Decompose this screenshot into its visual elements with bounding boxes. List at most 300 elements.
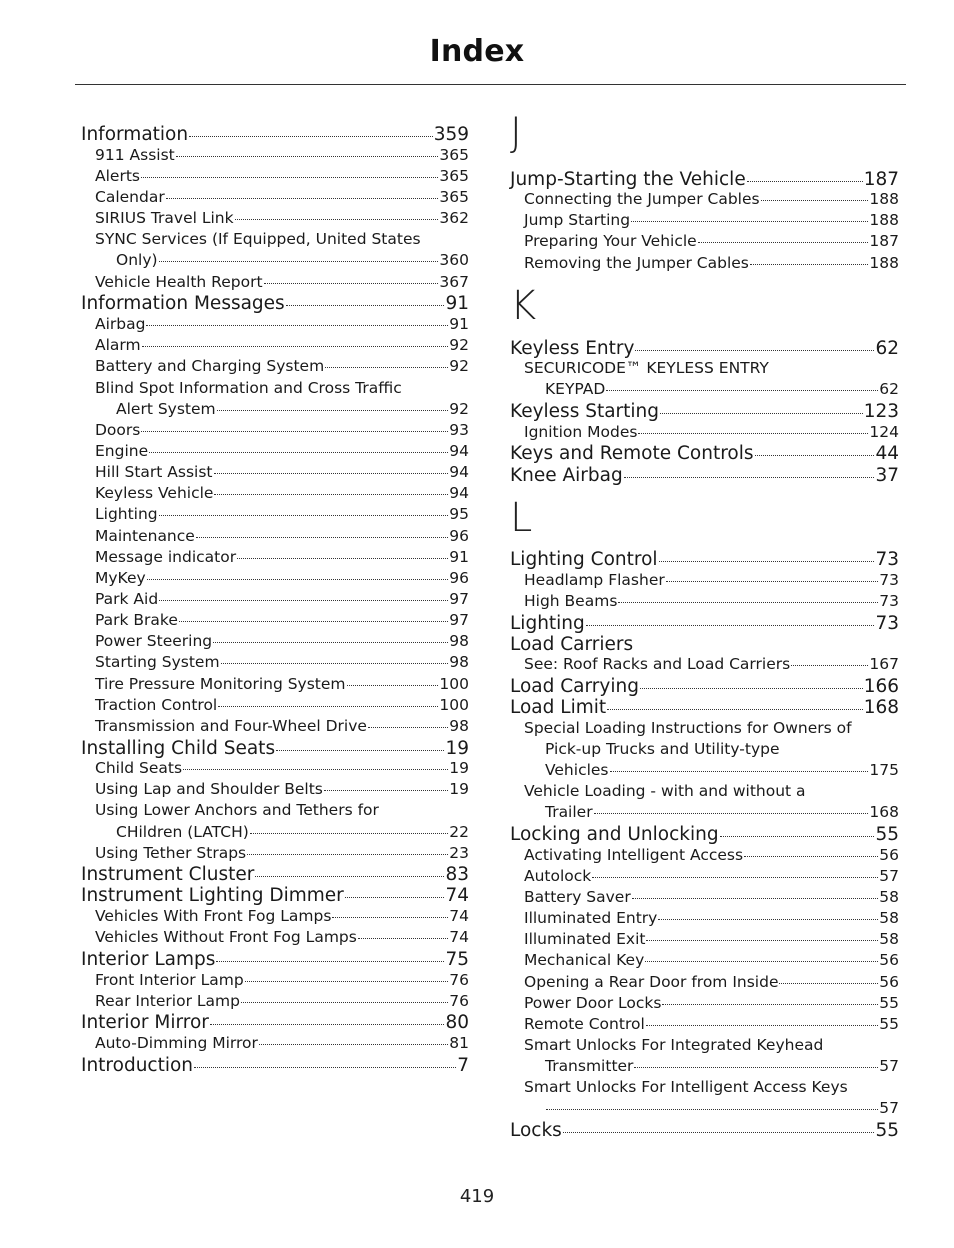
entry-page-number: 37 [875, 465, 899, 486]
entry-page-number: 62 [879, 380, 899, 398]
index-subentry [510, 359, 899, 377]
index-subentry [81, 188, 469, 206]
entry-page-number: 188 [869, 254, 899, 272]
dot-leader [141, 431, 448, 432]
entry-page-number: 55 [879, 1015, 899, 1033]
entry-page-number: 92 [449, 357, 469, 375]
index-subentry [81, 421, 469, 439]
entry-label: Engine [95, 442, 149, 460]
dot-leader [635, 350, 874, 351]
entry-page-number: 100 [439, 675, 469, 693]
index-entry-continuation [510, 740, 899, 758]
index-subentry [81, 907, 469, 925]
index-entry [81, 738, 469, 759]
index-subentry [510, 423, 899, 441]
index-subentry [81, 844, 469, 862]
dot-leader [179, 621, 448, 622]
index-subentry [510, 719, 899, 737]
dot-leader [631, 221, 868, 222]
entry-page-number: 76 [449, 992, 469, 1010]
dot-leader [747, 181, 863, 182]
dot-leader [217, 410, 449, 411]
dot-leader [624, 477, 875, 478]
entry-label: Hill Start Assist [95, 463, 213, 481]
index-subentry [510, 930, 899, 948]
index-subentry [81, 992, 469, 1010]
entry-page-number: 166 [863, 676, 899, 697]
entry-label: Power Door Locks [524, 994, 662, 1012]
entry-page-number: 73 [879, 571, 899, 589]
index-entry [81, 1012, 469, 1033]
index-subentry [81, 167, 469, 185]
entry-page-number: 360 [439, 251, 469, 269]
dot-leader [358, 938, 448, 939]
dot-leader [189, 136, 433, 137]
dot-leader [368, 727, 448, 728]
index-subentry [81, 146, 469, 164]
entry-page-number: 55 [875, 1120, 899, 1141]
entry-label: Opening a Rear Door from Inside [524, 973, 779, 991]
index-subentry [81, 675, 469, 693]
dot-leader [176, 156, 439, 157]
entry-label: 911 Assist [95, 146, 175, 164]
entry-label: Headlamp Flasher [524, 571, 665, 589]
entry-label: Traction Control [95, 696, 218, 714]
dot-leader [250, 833, 448, 834]
entry-label: Lighting Control [510, 549, 658, 570]
entry-page-number: 362 [439, 209, 469, 227]
entry-label: Vehicles With Front Fog Lamps [95, 907, 332, 925]
entry-label: Battery Saver [524, 888, 631, 906]
entry-label: See: Roof Racks and Load Carriers [524, 655, 791, 673]
entry-label: Power Steering [95, 632, 213, 650]
dot-leader [264, 283, 439, 284]
index-entry [81, 885, 469, 906]
dot-leader [660, 413, 863, 414]
dot-leader [755, 455, 875, 456]
entry-label: Interior Lamps [81, 949, 216, 970]
entry-page-number: 94 [449, 484, 469, 502]
entry-label: Front Interior Lamp [95, 971, 244, 989]
entry-label: Keys and Remote Controls [510, 443, 754, 464]
entry-page-number: 19 [445, 738, 469, 759]
entry-page-number: 58 [879, 909, 899, 927]
index-subentry [510, 655, 899, 673]
index-entry [510, 338, 899, 359]
dot-leader [618, 602, 878, 603]
entry-page-number: 98 [449, 653, 469, 671]
entry-label: Load Carriers [510, 634, 634, 655]
index-subentry [81, 230, 469, 248]
entry-label: Lighting [95, 505, 158, 523]
index-subentry [510, 571, 899, 589]
entry-label: Jump Starting [524, 211, 631, 229]
entry-page-number: 57 [879, 1099, 899, 1117]
entry-label: Interior Mirror [81, 1012, 209, 1033]
index-subentry [81, 336, 469, 354]
entry-label: Locks [510, 1120, 562, 1141]
entry-page-number: 91 [449, 315, 469, 333]
entry-label: Knee Airbag [510, 465, 623, 486]
dot-leader [324, 790, 448, 791]
dot-leader [761, 200, 869, 201]
entry-page-number: 188 [869, 211, 899, 229]
entry-page-number: 58 [879, 930, 899, 948]
entry-label: Message indicator [95, 548, 237, 566]
dot-leader [698, 242, 869, 243]
entry-label: Alarm [95, 336, 141, 354]
index-entry [510, 169, 899, 190]
entry-page-number: 23 [449, 844, 469, 862]
dot-leader [744, 856, 878, 857]
dot-leader [325, 367, 448, 368]
index-entry [81, 124, 469, 145]
entry-page-number: 75 [445, 949, 469, 970]
entry-page-number: 73 [875, 613, 899, 634]
entry-label: Park Aid [95, 590, 159, 608]
entry-page-number: 56 [879, 951, 899, 969]
dot-leader [194, 1067, 456, 1068]
entry-page-number: 22 [449, 823, 469, 841]
dot-leader [216, 961, 444, 962]
entry-label: Vehicles Without Front Fog Lamps [95, 928, 357, 946]
dot-leader [183, 769, 448, 770]
index-entry [81, 949, 469, 970]
index-subentry [510, 1036, 899, 1054]
index-letter-heading: K [510, 283, 537, 329]
dot-leader [286, 305, 445, 306]
entry-page-number: 187 [863, 169, 899, 190]
entry-label: Transmission and Four-Wheel Drive [95, 717, 367, 735]
index-subentry [81, 928, 469, 946]
dot-leader [592, 877, 878, 878]
index-subentry [81, 209, 469, 227]
entry-label: Vehicle Health Report [95, 273, 263, 291]
entry-label: Vehicle Loading - with and without a [524, 782, 806, 800]
index-subentry [510, 190, 899, 208]
index-subentry [510, 994, 899, 1012]
entry-label: Keyless Starting [510, 401, 660, 422]
dot-leader [214, 473, 449, 474]
entry-label: Airbag [95, 315, 146, 333]
dot-leader [632, 898, 879, 899]
index-entry-continuation [510, 1057, 899, 1075]
entry-label: Transmitter [545, 1057, 634, 1075]
entry-label: Auto-Dimming Mirror [95, 1034, 258, 1052]
entry-label: Connecting the Jumper Cables [524, 190, 760, 208]
dot-leader [610, 771, 869, 772]
index-subentry [510, 211, 899, 229]
index-subentry [81, 971, 469, 989]
entry-label: Starting System [95, 653, 220, 671]
entry-page-number: 44 [875, 443, 899, 464]
entry-label: Park Brake [95, 611, 178, 629]
entry-page-number: 58 [879, 888, 899, 906]
entry-label: Illuminated Exit [524, 930, 646, 948]
dot-leader [141, 177, 438, 178]
index-subentry [81, 590, 469, 608]
entry-page-number: 365 [439, 167, 469, 185]
dot-leader [594, 813, 869, 814]
dot-leader [166, 198, 439, 199]
page-title: Index [429, 34, 525, 69]
entry-label: Blind Spot Information and Cross Traffic [95, 379, 402, 397]
entry-label: Information Messages [81, 293, 285, 314]
entry-page-number: 74 [449, 907, 469, 925]
entry-page-number: 187 [869, 232, 899, 250]
dot-leader [218, 706, 438, 707]
entry-label: Doors [95, 421, 141, 439]
entry-page-number: 167 [869, 655, 899, 673]
entry-page-number: 91 [449, 548, 469, 566]
entry-page-number: 55 [879, 994, 899, 1012]
index-subentry [510, 1078, 899, 1096]
entry-page-number: 74 [449, 928, 469, 946]
index-subentry [81, 379, 469, 397]
index-entry [510, 401, 899, 422]
dot-leader [659, 561, 875, 562]
entry-page-number: 80 [445, 1012, 469, 1033]
entry-page-number: 93 [449, 421, 469, 439]
index-entry [81, 864, 469, 885]
entry-page-number: 96 [449, 569, 469, 587]
entry-page-number: 359 [433, 124, 469, 145]
dot-leader [662, 1004, 878, 1005]
index-subentry [81, 1034, 469, 1052]
index-subentry [81, 759, 469, 777]
title-divider [75, 84, 906, 85]
entry-page-number: 62 [875, 338, 899, 359]
dot-leader [646, 1025, 879, 1026]
dot-leader [241, 1002, 448, 1003]
entry-label: Information [81, 124, 189, 145]
entry-label: Remote Control [524, 1015, 645, 1033]
entry-page-number: 188 [869, 190, 899, 208]
index-subentry [81, 653, 469, 671]
dot-leader [142, 346, 449, 347]
entry-label: SYNC Services (If Equipped, United States [95, 230, 421, 248]
index-entry [510, 613, 899, 634]
dot-leader [196, 537, 448, 538]
entry-label: Pick-up Trucks and Utility-type [545, 740, 780, 758]
index-entry [510, 634, 899, 655]
entry-page-number: 123 [863, 401, 899, 422]
dot-leader [276, 750, 444, 751]
index-subentry [81, 780, 469, 798]
entry-label: Installing Child Seats [81, 738, 276, 759]
dot-leader [149, 452, 448, 453]
entry-label: Child Seats [95, 759, 183, 777]
dot-leader [546, 1109, 878, 1110]
entry-label: Lighting [510, 613, 585, 634]
dot-leader [720, 836, 875, 837]
dot-leader [666, 581, 879, 582]
index-entry-continuation [510, 803, 899, 821]
dot-leader [750, 264, 869, 265]
index-subentry [510, 973, 899, 991]
dot-leader [214, 494, 448, 495]
entry-page-number: 95 [449, 505, 469, 523]
entry-label: Tire Pressure Monitoring System [95, 675, 346, 693]
entry-page-number: 367 [439, 273, 469, 291]
index-subentry [81, 357, 469, 375]
entry-label: MyKey [95, 569, 146, 587]
entry-label: Autolock [524, 867, 592, 885]
entry-label: Keyless Entry [510, 338, 635, 359]
entry-label: KEYPAD [545, 380, 606, 398]
entry-page-number: 98 [449, 717, 469, 735]
entry-page-number: 94 [449, 442, 469, 460]
entry-label: Removing the Jumper Cables [524, 254, 749, 272]
index-subentry [510, 1015, 899, 1033]
entry-label: Battery and Charging System [95, 357, 325, 375]
entry-label: Alert System [116, 400, 216, 418]
index-entry [510, 443, 899, 464]
entry-label: Smart Unlocks For Intelligent Access Keys [524, 1078, 848, 1096]
entry-page-number: 92 [449, 336, 469, 354]
dot-leader [147, 579, 449, 580]
index-entry-continuation [81, 400, 469, 418]
entry-label: Instrument Lighting Dimmer [81, 885, 344, 906]
entry-page-number: 74 [445, 885, 469, 906]
entry-label: Vehicles [545, 761, 609, 779]
index-subentry [81, 611, 469, 629]
index-subentry [81, 696, 469, 714]
entry-label: Ignition Modes [524, 423, 638, 441]
entry-label: Trailer [545, 803, 593, 821]
index-subentry [510, 846, 899, 864]
index-subentry [81, 442, 469, 460]
dot-leader [210, 1024, 445, 1025]
index-entry-continuation [81, 251, 469, 269]
entry-label: Jump-Starting the Vehicle [510, 169, 746, 190]
index-entry-continuation [81, 823, 469, 841]
entry-page-number: 168 [863, 697, 899, 718]
entry-page-number: 365 [439, 188, 469, 206]
entry-label: Calendar [95, 188, 165, 206]
index-subentry [81, 717, 469, 735]
entry-page-number: 100 [439, 696, 469, 714]
entry-label: Activating Intelligent Access [524, 846, 744, 864]
dot-leader [563, 1132, 875, 1133]
entry-label: Illuminated Entry [524, 909, 658, 927]
entry-label: Preparing Your Vehicle [524, 232, 697, 250]
entry-label: High Beams [524, 592, 618, 610]
index-entry-continuation [510, 1099, 899, 1117]
index-entry [510, 549, 899, 570]
index-subentry [510, 254, 899, 272]
dot-leader [146, 325, 448, 326]
entry-label: CHildren (LATCH) [116, 823, 249, 841]
index-letter-heading: L [510, 495, 533, 541]
entry-page-number: 73 [875, 549, 899, 570]
dot-leader [640, 688, 863, 689]
dot-leader [221, 663, 449, 664]
entry-label: Rear Interior Lamp [95, 992, 240, 1010]
entry-page-number: 124 [869, 423, 899, 441]
entry-page-number: 7 [457, 1055, 469, 1076]
entry-label: Using Tether Straps [95, 844, 247, 862]
dot-leader [345, 897, 445, 898]
entry-page-number: 175 [869, 761, 899, 779]
dot-leader [255, 876, 444, 877]
index-subentry [510, 951, 899, 969]
entry-page-number: 98 [449, 632, 469, 650]
index-letter-heading: J [510, 110, 522, 156]
index-subentry [81, 801, 469, 819]
entry-label: Mechanical Key [524, 951, 645, 969]
dot-leader [606, 390, 878, 391]
entry-page-number: 19 [449, 780, 469, 798]
index-entry [81, 1055, 469, 1076]
entry-page-number: 57 [879, 867, 899, 885]
index-entry [81, 293, 469, 314]
index-subentry [81, 315, 469, 333]
index-subentry [81, 548, 469, 566]
index-subentry [81, 505, 469, 523]
entry-page-number: 83 [445, 864, 469, 885]
index-subentry [510, 592, 899, 610]
dot-leader [332, 917, 448, 918]
entry-page-number: 19 [449, 759, 469, 777]
dot-leader [235, 219, 439, 220]
entry-label: Locking and Unlocking [510, 824, 719, 845]
index-subentry [81, 569, 469, 587]
entry-page-number: 91 [445, 293, 469, 314]
index-entry-continuation [510, 380, 899, 398]
index-entry [510, 465, 899, 486]
dot-leader [259, 1044, 448, 1045]
entry-label: Load Carrying [510, 676, 639, 697]
dot-leader [658, 919, 878, 920]
entry-label: SECURICODE™ KEYLESS ENTRY [524, 359, 769, 377]
dot-leader [634, 1067, 878, 1068]
index-subentry [510, 867, 899, 885]
dot-leader [779, 983, 878, 984]
index-subentry [510, 888, 899, 906]
dot-leader [646, 940, 878, 941]
index-entry [510, 676, 899, 697]
dot-leader [213, 642, 448, 643]
index-entry [510, 824, 899, 845]
dot-leader [607, 709, 863, 710]
dot-leader [638, 433, 868, 434]
entry-page-number: 94 [449, 463, 469, 481]
dot-leader [159, 515, 449, 516]
entry-page-number: 96 [449, 527, 469, 545]
entry-page-number: 57 [879, 1057, 899, 1075]
entry-page-number: 168 [869, 803, 899, 821]
dot-leader [645, 961, 878, 962]
entry-label: Introduction [81, 1055, 194, 1076]
page-number: 419 [459, 1186, 495, 1207]
dot-leader [245, 981, 449, 982]
index-subentry [81, 273, 469, 291]
index-subentry [81, 463, 469, 481]
entry-label: Only) [116, 251, 158, 269]
index-subentry [510, 909, 899, 927]
entry-page-number: 92 [449, 400, 469, 418]
index-subentry [510, 782, 899, 800]
entry-label: Using Lower Anchors and Tethers for [95, 801, 379, 819]
entry-label: Instrument Cluster [81, 864, 255, 885]
index-subentry [81, 484, 469, 502]
entry-label: Special Loading Instructions for Owners of [524, 719, 852, 737]
entry-page-number: 73 [879, 592, 899, 610]
entry-label: Smart Unlocks For Integrated Keyhead [524, 1036, 824, 1054]
index-subentry [81, 632, 469, 650]
entry-label: Maintenance [95, 527, 195, 545]
